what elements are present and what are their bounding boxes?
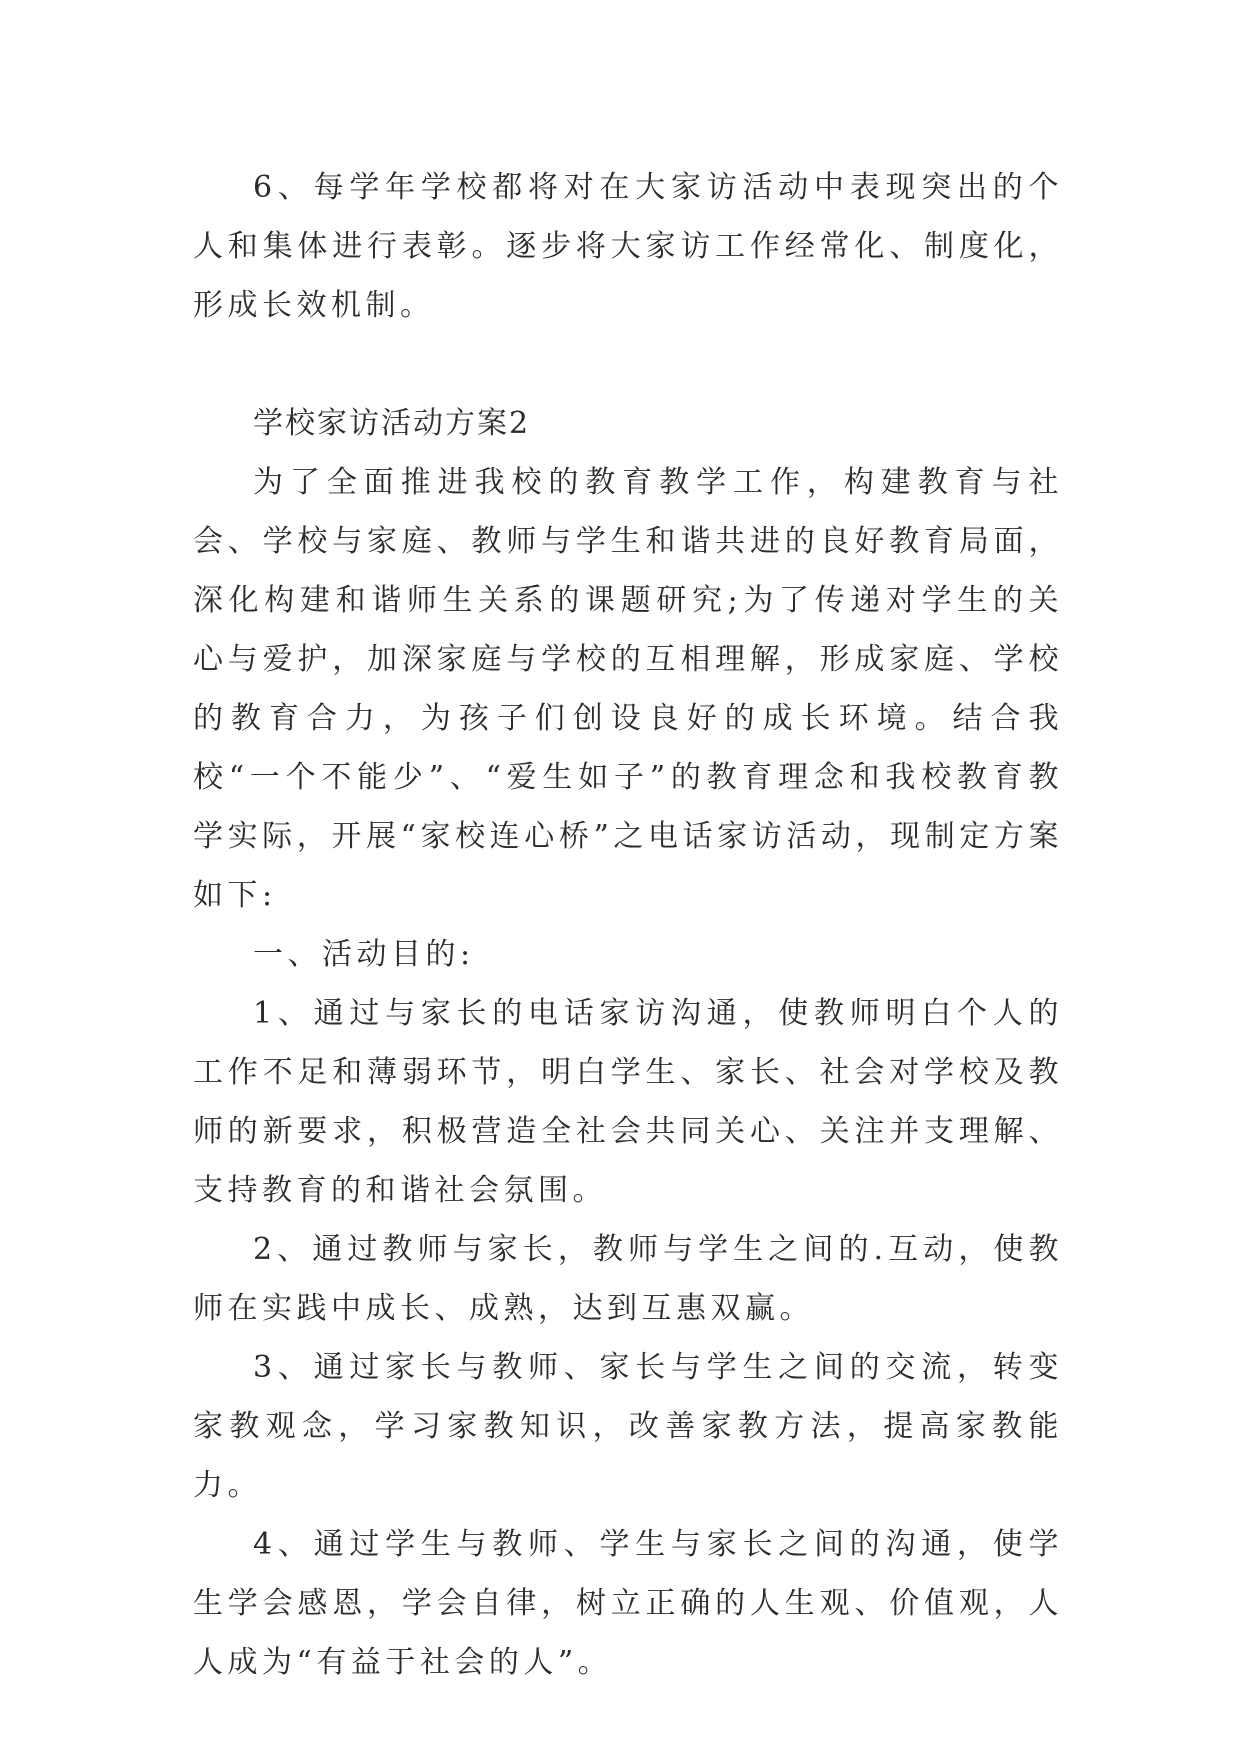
subheading: 一、活动目的:: [253, 937, 475, 972]
section-title: 学校家访活动方案2: [253, 406, 531, 441]
list-item: 1、通过与家长的电话家访沟通，使教师明白个人的工作不足和薄弱环节，明白学生、家长、社会对学校及教师的新要求，积极营造全社会共同关心、关注并支理解、支持教育的和谐社会氛围。: [193, 996, 1063, 1208]
document-body: [193, 158, 1063, 1692]
intro-paragraph: 6、每学年学校都将对在大家访活动中表现突出的个人和集体进行表彰。逐步将大家访工作经常化、制度化，形成长效机制。: [193, 170, 1063, 323]
purpose-paragraph: 为了全面推进我校的教育教学工作，构建教育与社会、学校与家庭、教师与学生和谐共进的良好教育局面，深化构建和谐师生关系的课题研究;为了传递对学生的关心与爱护，加深家庭与学校的互相理解，形成家庭、学校的教育合力，为孩子们创设良好的成长环境。结合我校“一个不能少”、“爱生如子”的教育理念和我校教育教学实际，开展“家校连心桥”之电话家访活动，现制定方案如下:: [193, 465, 1063, 913]
section-spacer: [193, 335, 1063, 394]
list-item: 2、通过教师与家长，教师与学生之间的.互动，使教师在实践中成长、成熟，达到互惠双赢。: [193, 1232, 1063, 1326]
list-item: 3、通过家长与教师、家长与学生之间的交流，转变家教观念，学习家教知识，改善家教方法，提高家教能力。: [193, 1350, 1063, 1503]
list-item: 4、通过学生与教师、学生与家长之间的沟通，使学生学会感恩，学会自律，树立正确的人生观、价值观，人人成为“有益于社会的人”。: [193, 1527, 1063, 1680]
